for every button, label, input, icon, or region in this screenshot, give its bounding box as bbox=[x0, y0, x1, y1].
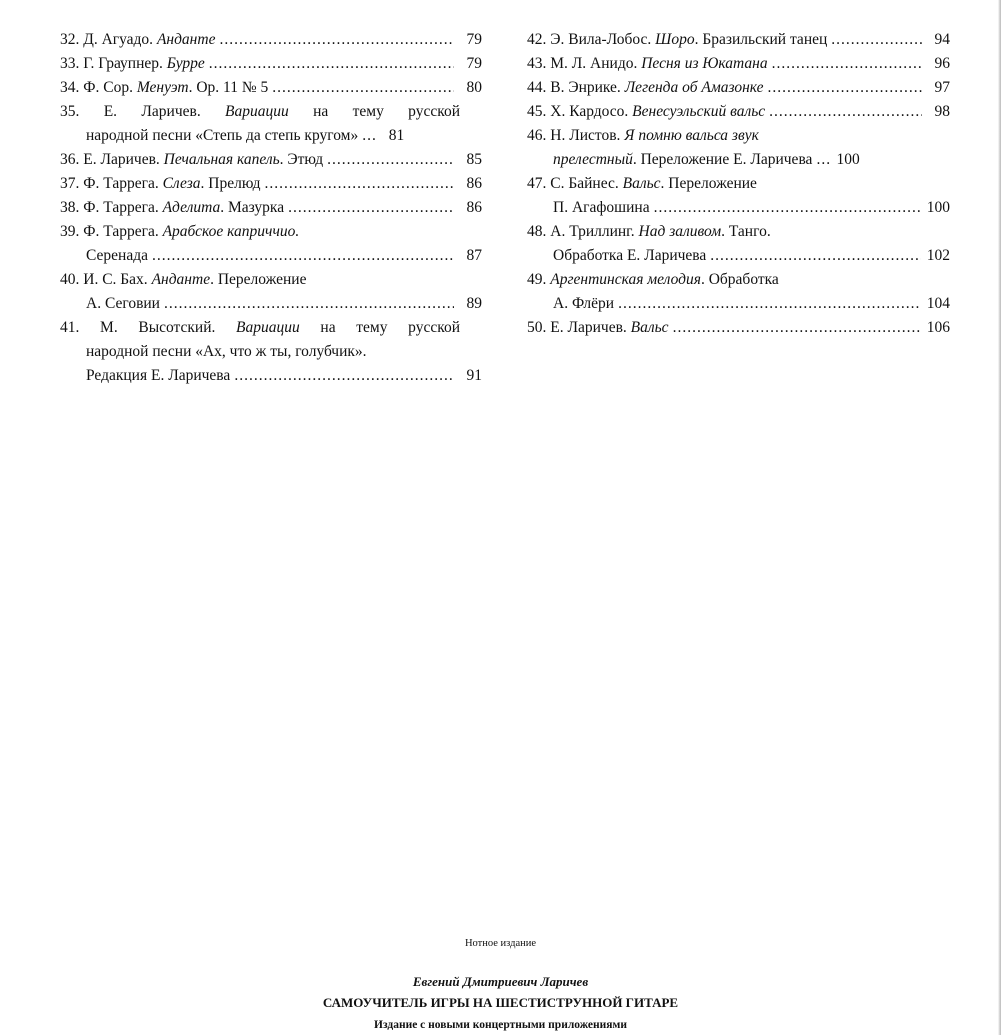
toc-line bbox=[60, 148, 482, 172]
toc-piece-title: Менуэт bbox=[136, 79, 189, 96]
toc-text: А. Сеговии bbox=[86, 295, 160, 312]
toc-line bbox=[527, 124, 950, 148]
toc-text: 43. М. Л. Анидо. bbox=[527, 55, 642, 72]
page-number: 79 bbox=[466, 55, 482, 72]
toc-text: Серенада bbox=[86, 247, 148, 264]
imprint-subtitle: Издание с новыми концертными приложениями bbox=[374, 1019, 627, 1031]
dot-leader bbox=[618, 292, 921, 316]
contents-left-column bbox=[60, 28, 482, 388]
toc-piece-title: Аргентинская мелодия bbox=[550, 271, 701, 288]
toc-line bbox=[527, 244, 950, 268]
toc-piece-title: Вариации bbox=[236, 319, 300, 336]
toc-piece-title: Вариации bbox=[225, 103, 289, 120]
toc-line-text bbox=[527, 100, 765, 124]
toc-text: 50. Е. Ларичев. bbox=[527, 319, 631, 336]
toc-piece-title: Печальная капель bbox=[163, 151, 280, 168]
imprint-title: САМОУЧИТЕЛЬ ИГРЫ НА ШЕСТИСТРУННОЙ ГИТАРЕ bbox=[322, 995, 679, 1010]
page-number: 81 bbox=[388, 127, 405, 144]
toc-text: . Прелюд bbox=[200, 175, 261, 192]
page-number: 89 bbox=[466, 295, 482, 312]
toc-line bbox=[60, 124, 482, 148]
toc-text: 44. В. Энрике. bbox=[527, 79, 625, 96]
toc-line-text bbox=[527, 124, 759, 148]
toc-text: . Мазурка bbox=[220, 199, 285, 216]
toc-line-text bbox=[60, 28, 215, 52]
toc-line-text bbox=[60, 100, 460, 124]
toc-piece-title: Анданте bbox=[156, 31, 216, 48]
toc-line-text bbox=[527, 220, 771, 244]
page-number: 85 bbox=[466, 151, 482, 168]
toc-line-text bbox=[553, 148, 812, 172]
dot-leader bbox=[265, 172, 454, 196]
toc-text: П. Агафошина bbox=[553, 199, 650, 216]
toc-text: 36. Е. Ларичев. bbox=[60, 151, 164, 168]
dot-leader bbox=[288, 196, 454, 220]
toc-text: 45. Х. Кардосо. bbox=[527, 103, 633, 120]
dot-leader bbox=[219, 28, 454, 52]
page-number: 100 bbox=[836, 151, 860, 168]
toc-piece-title: Вальс bbox=[630, 319, 669, 336]
toc-entry bbox=[60, 52, 482, 76]
toc-text: 39. Ф. Таррега. bbox=[60, 223, 163, 240]
page-number: 106 bbox=[926, 319, 950, 336]
toc-line bbox=[60, 364, 482, 388]
toc-text: на тему русской bbox=[288, 103, 461, 120]
toc-piece-title: Шоро bbox=[655, 31, 695, 48]
dot-leader bbox=[362, 124, 376, 148]
toc-entry bbox=[60, 148, 482, 172]
toc-piece-title: Я помню вальса звук bbox=[624, 127, 759, 144]
toc-text: . Переложение bbox=[210, 271, 307, 288]
dot-leader bbox=[816, 148, 830, 172]
toc-line-text bbox=[527, 268, 779, 292]
toc-entry bbox=[60, 196, 482, 220]
toc-text: 47. С. Байнес. bbox=[527, 175, 623, 192]
toc-text: 48. А. Триллинг. bbox=[527, 223, 639, 240]
toc-line-text bbox=[553, 196, 650, 220]
toc-text: 38. Ф. Таррега. bbox=[60, 199, 163, 216]
toc-line-text bbox=[86, 292, 160, 316]
toc-line-text bbox=[86, 124, 358, 148]
dot-leader bbox=[769, 100, 922, 124]
imprint-label: Нотное издание bbox=[464, 938, 537, 949]
contents-right-column bbox=[527, 28, 950, 340]
toc-line bbox=[527, 196, 950, 220]
page-number: 86 bbox=[466, 175, 482, 192]
toc-line-text bbox=[86, 244, 148, 268]
toc-entry bbox=[527, 76, 950, 100]
toc-line bbox=[527, 292, 950, 316]
toc-line bbox=[60, 52, 482, 76]
page-number: 91 bbox=[466, 367, 482, 384]
toc-entry bbox=[527, 268, 950, 316]
toc-line bbox=[527, 52, 950, 76]
toc-entry bbox=[527, 100, 950, 124]
toc-entry bbox=[527, 124, 950, 172]
toc-text: народной песни «Ах, что ж ты, голубчик». bbox=[86, 343, 367, 360]
dot-leader bbox=[234, 364, 454, 388]
toc-line bbox=[60, 220, 482, 244]
toc-text: 32. Д. Агуадо. bbox=[60, 31, 157, 48]
toc-line bbox=[60, 196, 482, 220]
toc-text: 40. И. С. Бах. bbox=[60, 271, 152, 288]
toc-line-text bbox=[60, 52, 205, 76]
imprint-title-block bbox=[0, 995, 1001, 1011]
toc-line-text bbox=[60, 76, 268, 100]
toc-entry bbox=[60, 268, 482, 316]
toc-line bbox=[60, 316, 482, 340]
toc-entry bbox=[60, 76, 482, 100]
toc-line bbox=[527, 172, 950, 196]
toc-line bbox=[60, 268, 482, 292]
imprint-subtitle-block bbox=[0, 1019, 1001, 1031]
toc-piece-title: Арабское каприччио. bbox=[162, 223, 300, 240]
toc-entry bbox=[60, 100, 482, 148]
toc-line bbox=[527, 268, 950, 292]
toc-line-text bbox=[86, 364, 230, 388]
toc-piece-title: Анданте bbox=[151, 271, 211, 288]
toc-text: на тему русской bbox=[299, 319, 460, 336]
toc-piece-title: Аделита bbox=[162, 199, 221, 216]
page-number: 100 bbox=[926, 199, 950, 216]
toc-piece-title: Венесуэльский вальс bbox=[632, 103, 766, 120]
imprint-block bbox=[0, 938, 1001, 949]
page-number: 86 bbox=[466, 199, 482, 216]
page-number: 98 bbox=[934, 103, 950, 120]
dot-leader bbox=[768, 76, 923, 100]
toc-text: . Переложение Е. Ларичева bbox=[632, 151, 813, 168]
page-number: 102 bbox=[926, 247, 950, 264]
toc-line bbox=[527, 76, 950, 100]
toc-line-text bbox=[60, 316, 460, 340]
toc-text: 46. Н. Листов. bbox=[527, 127, 625, 144]
toc-text: 34. Ф. Сор. bbox=[60, 79, 137, 96]
dot-leader bbox=[654, 196, 921, 220]
dot-leader bbox=[673, 316, 921, 340]
dot-leader bbox=[327, 148, 454, 172]
page-number: 80 bbox=[466, 79, 482, 96]
toc-entry bbox=[60, 220, 482, 268]
page-number: 97 bbox=[934, 79, 950, 96]
toc-entry bbox=[60, 28, 482, 52]
toc-line-text bbox=[527, 172, 757, 196]
toc-line-text bbox=[527, 316, 669, 340]
toc-entry bbox=[527, 220, 950, 268]
imprint-author: Евгений Дмитриевич Ларичев bbox=[412, 974, 589, 989]
toc-entry bbox=[60, 172, 482, 196]
toc-line-text bbox=[86, 340, 367, 364]
toc-line bbox=[527, 148, 950, 172]
toc-text: 42. Э. Вила-Лобос. bbox=[527, 31, 656, 48]
page-number: 96 bbox=[934, 55, 950, 72]
toc-text: 33. Г. Граупнер. bbox=[60, 55, 167, 72]
toc-text: А. Флёри bbox=[553, 295, 615, 312]
toc-piece-title: Бурре bbox=[166, 55, 205, 72]
toc-line bbox=[60, 340, 482, 364]
dot-leader bbox=[831, 28, 922, 52]
dot-leader bbox=[772, 52, 922, 76]
toc-line-text bbox=[527, 28, 827, 52]
dot-leader bbox=[710, 244, 920, 268]
toc-text: . Танго. bbox=[721, 223, 771, 240]
toc-piece-title: Легенда об Амазонке bbox=[624, 79, 764, 96]
toc-piece-title: Песня из Юкатана bbox=[641, 55, 768, 72]
toc-entry bbox=[527, 28, 950, 52]
toc-piece-title: Вальс bbox=[622, 175, 661, 192]
toc-line-text bbox=[553, 292, 614, 316]
toc-line bbox=[527, 100, 950, 124]
page-number: 79 bbox=[466, 31, 482, 48]
toc-text: 49. bbox=[527, 271, 551, 288]
toc-line bbox=[527, 28, 950, 52]
dot-leader bbox=[164, 292, 454, 316]
toc-text: . Op. 11 № 5 bbox=[188, 79, 269, 96]
toc-line-text bbox=[553, 244, 706, 268]
page-number: 104 bbox=[926, 295, 950, 312]
toc-line bbox=[527, 316, 950, 340]
toc-line bbox=[60, 172, 482, 196]
toc-text: . Этюд bbox=[279, 151, 324, 168]
dot-leader bbox=[209, 52, 454, 76]
toc-line bbox=[60, 244, 482, 268]
toc-text: Редакция Е. Ларичева bbox=[86, 367, 231, 384]
toc-line bbox=[60, 292, 482, 316]
toc-line-text bbox=[527, 76, 764, 100]
toc-text: 41. М. Высотский. bbox=[60, 319, 237, 336]
toc-piece-title: Слеза bbox=[162, 175, 201, 192]
toc-line-text bbox=[60, 268, 306, 292]
toc-line-text bbox=[60, 220, 299, 244]
toc-entry bbox=[60, 316, 482, 388]
toc-entry bbox=[527, 52, 950, 76]
dot-leader bbox=[152, 244, 454, 268]
page-number: 87 bbox=[466, 247, 482, 264]
toc-entry bbox=[527, 316, 950, 340]
toc-piece-title: Над заливом bbox=[638, 223, 722, 240]
toc-line-text bbox=[60, 196, 284, 220]
imprint-author-block bbox=[0, 974, 1001, 990]
toc-text: 35. Е. Ларичев. bbox=[60, 103, 226, 120]
toc-entry bbox=[527, 172, 950, 220]
dot-leader bbox=[272, 76, 454, 100]
toc-line bbox=[60, 28, 482, 52]
toc-text: народной песни «Степь да степь кругом» bbox=[86, 127, 359, 144]
toc-line bbox=[60, 100, 482, 124]
toc-line-text bbox=[527, 52, 768, 76]
toc-line-text bbox=[60, 172, 261, 196]
toc-text: Обработка Е. Ларичева bbox=[553, 247, 707, 264]
toc-line bbox=[527, 220, 950, 244]
toc-line bbox=[60, 76, 482, 100]
toc-line-text bbox=[60, 148, 323, 172]
toc-text: 37. Ф. Таррега. bbox=[60, 175, 163, 192]
toc-text: . Обработка bbox=[700, 271, 779, 288]
page-number: 94 bbox=[934, 31, 950, 48]
toc-text: . Переложение bbox=[660, 175, 757, 192]
toc-text: . Бразильский танец bbox=[694, 31, 828, 48]
toc-piece-title: прелестный bbox=[553, 151, 633, 168]
